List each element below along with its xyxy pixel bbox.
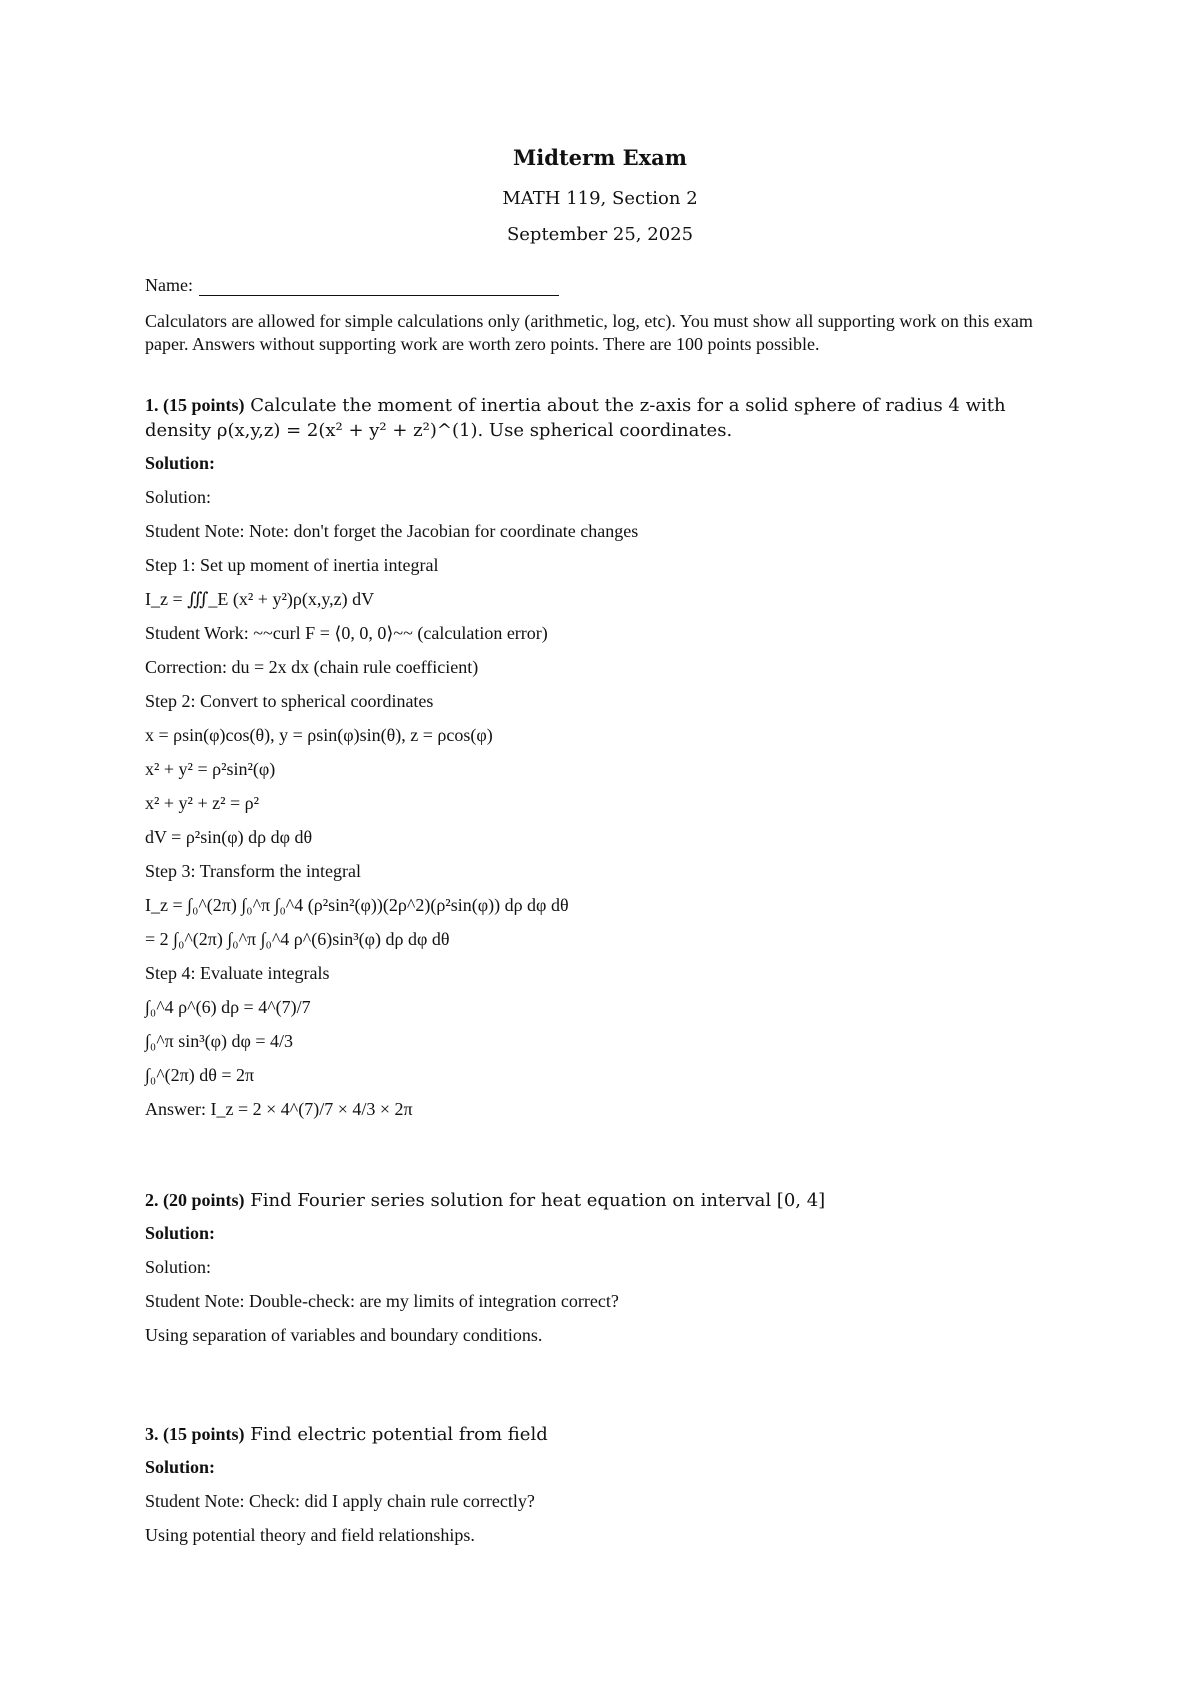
solution-line: Using separation of variables and boundary conditions. bbox=[145, 1325, 543, 1345]
instructions: Calculators are allowed for simple calculations only (arithmetic, log, etc). You must show all supporting work on this exam paper. Answers without supporting work are worth zero points. There are 100 points possible. bbox=[145, 311, 1033, 354]
solution-line: Solution: bbox=[145, 1257, 212, 1277]
solution-line: dV = ρ²sin(φ) dρ dφ dθ bbox=[145, 827, 313, 847]
course-info: MATH 119, Section 2 bbox=[502, 188, 698, 209]
solution-line: x² + y² = ρ²sin²(φ) bbox=[145, 759, 276, 779]
solution-line: Step 3: Transform the integral bbox=[145, 861, 361, 881]
question-1-prompt bbox=[145, 393, 1065, 443]
question-3-prompt bbox=[145, 1422, 1065, 1447]
question-1-solution-label: Solution: bbox=[145, 453, 216, 473]
question-2-solution-label: Solution: bbox=[145, 1223, 216, 1243]
solution-line: I_z = ∭_E (x² + y²)ρ(x,y,z) dV bbox=[145, 589, 375, 609]
name-label: Name: bbox=[145, 275, 193, 295]
question-3-solution-label: Solution: bbox=[145, 1457, 216, 1477]
question-3-points: 3. (15 points) bbox=[145, 1424, 245, 1444]
solution-line: ∫₀^(2π) dθ = 2π bbox=[145, 1065, 255, 1085]
question-2 bbox=[145, 1188, 1065, 1352]
final-answer: Answer: I_z = 2 × 4^(7)/7 × 4/3 × 2π bbox=[145, 1099, 413, 1119]
question-2-text-line1: Find Fourier series solution for heat equation on interval [0, 4] bbox=[250, 1190, 826, 1211]
name-row bbox=[145, 275, 559, 296]
name-blank-line bbox=[199, 278, 559, 296]
exam-title: Midterm Exam bbox=[513, 145, 687, 170]
solution-line: Using potential theory and field relationships. bbox=[145, 1525, 475, 1545]
solution-line: = 2 ∫₀^(2π) ∫₀^π ∫₀^4 ρ^(6)sin³(φ) dρ dφ dθ bbox=[145, 929, 450, 949]
student-work: Student Work: ~~curl F = ⟨0, 0, 0⟩~~ (calculation error) bbox=[145, 623, 548, 643]
exam-date: September 25, 2025 bbox=[506, 224, 694, 245]
solution-line: I_z = ∫₀^(2π) ∫₀^π ∫₀^4 (ρ²sin²(φ))(2ρ^2)(ρ²sin(φ)) dρ dφ dθ bbox=[145, 895, 569, 915]
question-2-points: 2. (20 points) bbox=[145, 1190, 245, 1210]
question-3-text-line1: Find electric potential from field bbox=[250, 1424, 548, 1445]
question-1-points: 1. (15 points) bbox=[145, 395, 245, 415]
question-2-prompt bbox=[145, 1188, 1065, 1213]
solution-line: x² + y² + z² = ρ² bbox=[145, 793, 260, 813]
solution-line: Step 2: Convert to spherical coordinates bbox=[145, 691, 434, 711]
solution-line: x = ρsin(φ)cos(θ), y = ρsin(φ)sin(θ), z = ρcos(φ) bbox=[145, 725, 493, 745]
solution-line: Solution: bbox=[145, 487, 212, 507]
correction: Correction: du = 2x dx (chain rule coefficient) bbox=[145, 657, 479, 677]
question-3 bbox=[145, 1422, 1065, 1552]
student-note: Student Note: Double-check: are my limits of integration correct? bbox=[145, 1291, 619, 1311]
solution-line: ∫₀^π sin³(φ) dφ = 4/3 bbox=[145, 1031, 294, 1051]
student-note: Student Note: Check: did I apply chain rule correctly? bbox=[145, 1491, 535, 1511]
question-1 bbox=[145, 393, 1065, 1126]
solution-line: Step 4: Evaluate integrals bbox=[145, 963, 330, 983]
solution-line: Step 1: Set up moment of inertia integral bbox=[145, 555, 439, 575]
solution-line: ∫₀^4 ρ^(6) dρ = 4^(7)/7 bbox=[145, 997, 311, 1017]
student-note: Student Note: Note: don't forget the Jacobian for coordinate changes bbox=[145, 521, 639, 541]
question-1-text-line1: Calculate the moment of inertia about the z-axis for a solid sphere of radius 4 with bbox=[250, 395, 1006, 416]
question-1-text-line2: density ρ(x,y,z) = 2(x² + y² + z²)^(1). Use spherical coordinates. bbox=[145, 420, 733, 441]
